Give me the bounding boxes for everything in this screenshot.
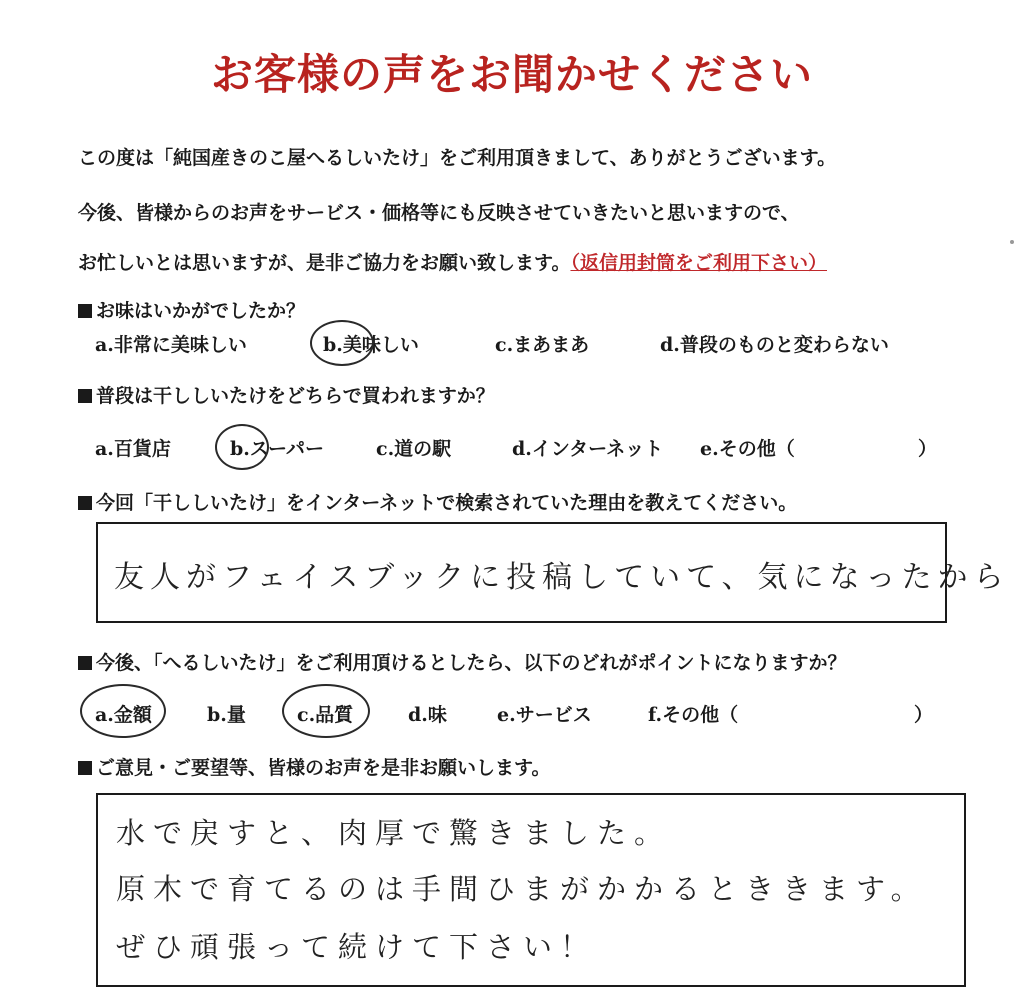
taste-option-d[interactable]: d.普段のものと変わらない — [660, 334, 889, 356]
selected-circle-mark — [282, 684, 370, 738]
intro-line-1: この度は「純国産きのこ屋へるしいたけ」をご利用頂きまして、ありがとうございます。 — [78, 147, 837, 169]
selected-circle-mark — [80, 684, 166, 738]
bullet-square-icon — [78, 304, 92, 318]
point-option-e[interactable]: e.サービス — [497, 704, 592, 726]
place-option-e-close: ） — [918, 438, 938, 460]
question-search-reason — [78, 488, 797, 515]
taste-option-a[interactable]: a.非常に美味しい — [95, 334, 247, 356]
return-envelope-note: （返信用封筒をご利用下さい） — [570, 252, 827, 274]
place-option-c[interactable]: c.道の駅 — [376, 438, 452, 460]
question-purchase-place-label: 普段は干ししいたけをどちらで買われますか？ — [96, 385, 495, 407]
question-comments — [78, 753, 550, 780]
bullet-square-icon — [78, 496, 92, 510]
intro-line-3 — [78, 248, 827, 275]
taste-option-c[interactable]: c.まあまあ — [495, 334, 590, 356]
scan-speck — [1010, 240, 1014, 244]
question-comments-label: ご意見・ご要望等、皆様のお声を是非お願いします。 — [96, 757, 551, 779]
question-taste-label: お味はいかがでしたか？ — [96, 300, 306, 322]
place-option-a[interactable]: a.百貨店 — [95, 438, 171, 460]
place-option-b[interactable]: b.スーパー — [230, 438, 325, 460]
point-option-b[interactable]: b.量 — [207, 704, 246, 726]
intro-line-2: 今後、皆様からのお声をサービス・価格等にも反映させていきたいと思いますので、 — [78, 202, 800, 224]
comment-line-2: 原木で育てるのは手間ひまがかかるとききます。 — [116, 872, 928, 906]
question-future-point — [78, 648, 847, 675]
selected-circle-mark — [310, 320, 374, 366]
place-option-e[interactable]: e.その他（ — [700, 438, 795, 460]
search-reason-answer-box[interactable] — [96, 522, 1010, 623]
comment-line-1: 水で戻すと、肉厚で驚きました。 — [116, 816, 672, 850]
question-taste — [78, 296, 305, 323]
comments-answer-box[interactable] — [96, 793, 966, 987]
point-option-c[interactable]: c.品質 — [297, 704, 354, 726]
question-future-point-label: 今後、「へるしいたけ」をご利用頂けるとしたら、以下のどれがポイントになりますか？ — [96, 652, 847, 674]
place-option-d[interactable]: d.インターネット — [512, 438, 664, 460]
bullet-square-icon — [78, 761, 92, 775]
point-option-f[interactable]: f.その他（ — [648, 704, 739, 726]
page-title: お客様の声をお聞かせください — [210, 50, 813, 99]
point-option-d[interactable]: d.味 — [408, 704, 447, 726]
taste-option-b[interactable]: b.美味しい — [323, 334, 419, 356]
point-option-a[interactable]: a.金額 — [95, 704, 152, 726]
bullet-square-icon — [78, 656, 92, 670]
intro-line-3-text: お忙しいとは思いますが、是非ご協力をお願い致します。 — [78, 252, 571, 274]
comment-line-3: ぜひ頑張って続けて下さい！ — [116, 930, 598, 964]
question-purchase-place — [78, 381, 495, 408]
point-option-f-close: ） — [914, 704, 934, 726]
selected-circle-mark — [215, 424, 269, 470]
bullet-square-icon — [78, 389, 92, 403]
question-search-reason-label: 今回「干ししいたけ」をインターネットで検索されていた理由を教えてください。 — [96, 492, 798, 514]
search-reason-answer: 友人がフェイスブックに投稿していて、気になったから — [114, 560, 1010, 595]
